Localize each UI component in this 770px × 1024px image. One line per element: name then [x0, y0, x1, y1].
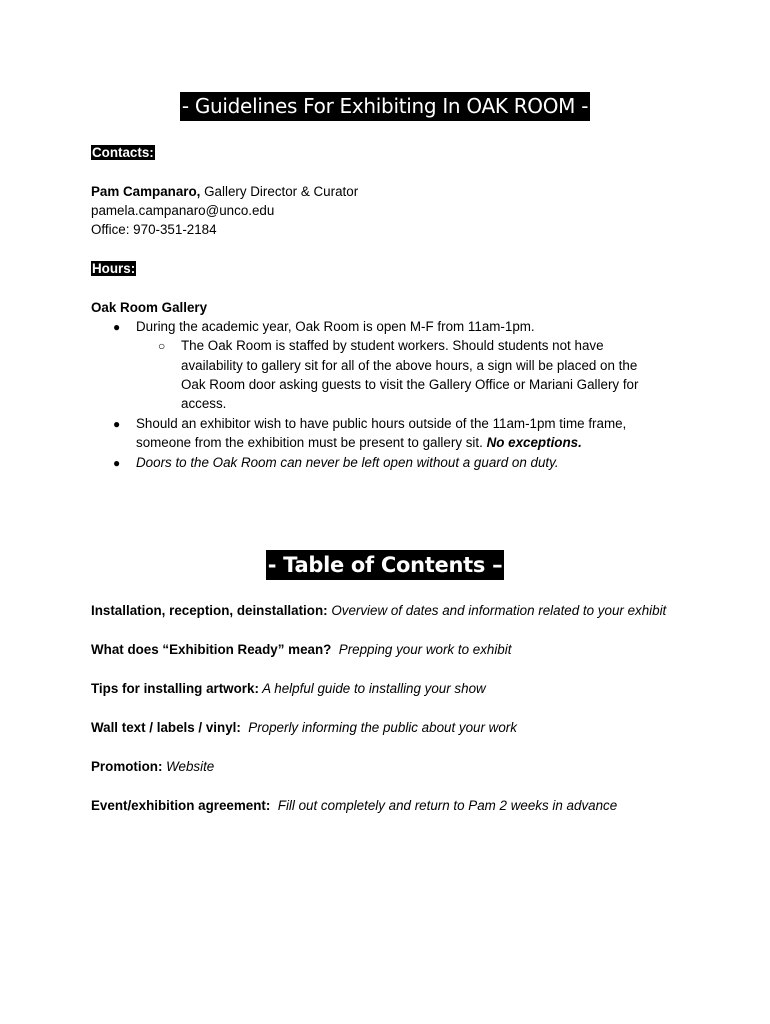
toc-item-label: Wall text / labels / vinyl: — [91, 720, 241, 735]
hours-bullet-2-line-1: Should an exhibitor wish to have public hours outside of the 11am-1pm time frame, — [136, 416, 627, 431]
bullet-icon: ● — [113, 456, 121, 470]
contacts-heading-line — [91, 144, 155, 162]
toc-item[interactable] — [91, 758, 214, 776]
toc-item[interactable] — [91, 719, 517, 737]
hours-sub-line: The Oak Room is staffed by student workers. Should students not have — [181, 338, 604, 353]
gallery-name-line — [91, 299, 207, 317]
toc-item-desc: Fill out completely and return to Pam 2 weeks in advance — [270, 798, 618, 813]
toc-item-desc: Overview of dates and information related to your exhibit — [327, 603, 667, 618]
contact-email[interactable]: pamela.campanaro@unco.edu — [91, 203, 275, 218]
page-title: - Guidelines For Exhibiting In OAK ROOM - — [180, 92, 590, 121]
toc-item[interactable] — [91, 641, 511, 659]
toc-item-label: Promotion: — [91, 759, 163, 774]
bullet-icon: ● — [113, 320, 121, 334]
toc-item[interactable] — [91, 797, 617, 815]
hours-sub-line: Oak Room door asking guests to visit the Gallery Office or Mariani Gallery for — [181, 377, 639, 392]
toc-title-container — [0, 550, 770, 580]
contacts-heading: Contacts: — [92, 145, 154, 160]
contact-name: Pam Campanaro, — [91, 184, 201, 199]
toc-item-label: Installation, reception, deinstallation: — [91, 603, 328, 618]
hours-bullet-2-line-2 — [136, 434, 582, 452]
toc-item[interactable] — [91, 680, 486, 698]
contact-office: Office: 970-351-2184 — [91, 222, 217, 237]
toc-item-label: Tips for installing artwork: — [91, 681, 259, 696]
toc-item[interactable] — [91, 602, 666, 620]
sub-bullet-icon: ○ — [158, 339, 166, 353]
title-container — [0, 92, 770, 121]
bullet-icon: ● — [113, 417, 121, 431]
hours-bullet-2-text: someone from the exhibition must be present to gallery sit. — [136, 435, 487, 450]
hours-bullet-1: During the academic year, Oak Room is open M-F from 11am-1pm. — [136, 319, 535, 334]
toc-item-desc: Properly informing the public about your work — [240, 720, 517, 735]
hours-heading: Hours: — [92, 261, 136, 276]
hours-sub-line: access. — [181, 396, 227, 411]
hours-bullet-3-text: Doors to the Oak Room can never be left open without a guard on duty. — [136, 455, 559, 470]
toc-item-desc: A helpful guide to installing your show — [258, 681, 486, 696]
contact-role: Gallery Director & Curator — [200, 184, 359, 199]
toc-item-label: Event/exhibition agreement: — [91, 798, 271, 813]
gallery-name: Oak Room Gallery — [91, 300, 208, 315]
hours-heading-line — [91, 260, 136, 278]
contact-name-line — [91, 183, 358, 201]
hours-sub-line: availability to gallery sit for all of the above hours, a sign will be placed on the — [181, 358, 638, 373]
toc-item-desc: Website — [162, 759, 215, 774]
hours-bullet-3 — [136, 454, 559, 472]
toc-item-label: What does “Exhibition Ready” mean? — [91, 642, 332, 657]
toc-item-desc: Prepping your work to exhibit — [331, 642, 512, 657]
toc-title: - Table of Contents – — [266, 550, 505, 580]
no-exceptions-emphasis: No exceptions. — [486, 435, 582, 450]
